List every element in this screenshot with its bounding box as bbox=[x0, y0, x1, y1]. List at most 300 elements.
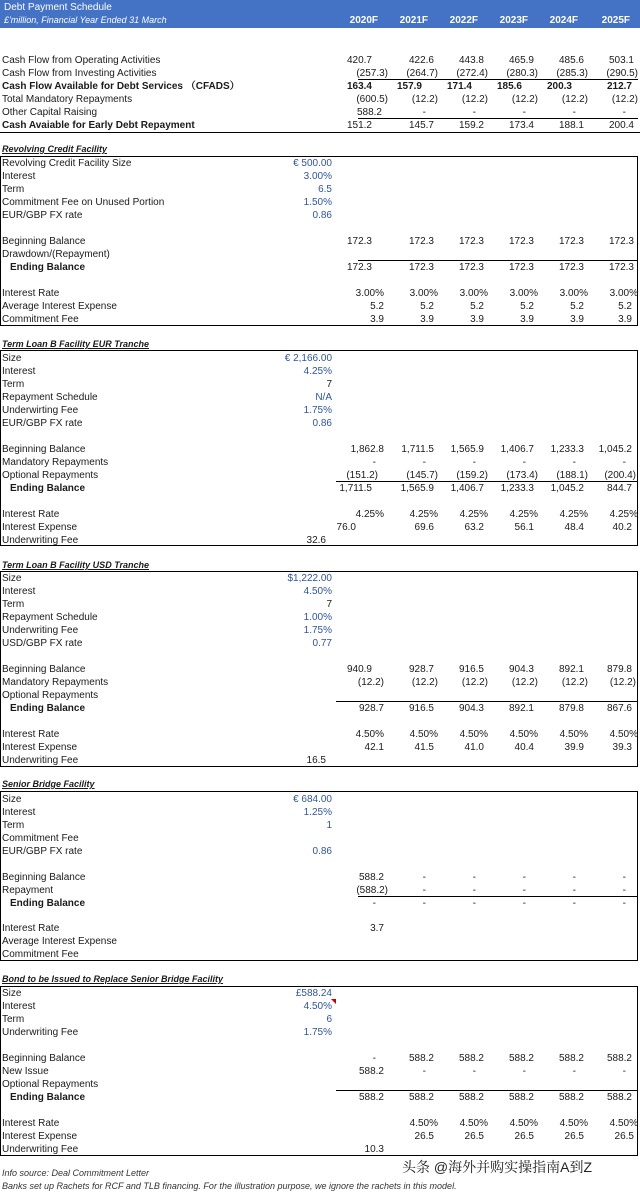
cell-value: 588.2 bbox=[558, 1053, 584, 1064]
cell-value: 40.4 bbox=[514, 742, 534, 753]
input-label: Interest bbox=[2, 366, 36, 377]
input-label: EUR/GBP FX rate bbox=[2, 418, 83, 429]
cell-value: - bbox=[622, 457, 626, 468]
input-label: Commitment Fee bbox=[2, 833, 79, 844]
row-label: Mandatory Repayments bbox=[2, 677, 109, 688]
input-row bbox=[0, 598, 640, 611]
input-value: 1.75% bbox=[303, 625, 332, 636]
input-row bbox=[0, 1026, 640, 1039]
input-value: 6.5 bbox=[318, 184, 332, 195]
cell-value: (12.2) bbox=[411, 94, 438, 105]
cell-value: 1,406.7 bbox=[450, 483, 484, 494]
table-row bbox=[0, 948, 640, 961]
input-row bbox=[0, 157, 640, 170]
input-value: £588.24 bbox=[295, 988, 332, 999]
cell-value: 588.2 bbox=[606, 1053, 632, 1064]
cell-value: 172.3 bbox=[608, 236, 634, 247]
cell-value: - bbox=[522, 1066, 526, 1077]
section-title: Senior Bridge Facility bbox=[2, 779, 95, 789]
cell-value: 3.9 bbox=[370, 314, 384, 325]
cell-value: (200.4) bbox=[604, 470, 636, 481]
row-label: Commitment Fee bbox=[2, 314, 79, 325]
row-label: Average Interest Expense bbox=[2, 936, 117, 947]
cell-value: 916.5 bbox=[458, 664, 484, 675]
cell-value: 3.00% bbox=[509, 288, 538, 299]
cell-value: 4.25% bbox=[609, 509, 638, 520]
cell-value: 1,711.5 bbox=[339, 483, 372, 494]
input-value: 0.77 bbox=[312, 638, 332, 649]
cell-value: 5.2 bbox=[570, 301, 584, 312]
input-value: 6 bbox=[326, 1014, 332, 1025]
cell-value: (12.2) bbox=[461, 94, 488, 105]
table-row bbox=[0, 1091, 640, 1104]
cell-value: 188.1 bbox=[558, 120, 584, 131]
input-row bbox=[0, 832, 640, 845]
row-label: Interest Rate bbox=[2, 923, 60, 934]
input-row bbox=[0, 585, 640, 598]
cell-value: - bbox=[472, 1066, 476, 1077]
cell-value: (588.2) bbox=[356, 885, 388, 896]
cell-value: 465.9 bbox=[508, 55, 534, 66]
table-row bbox=[0, 1052, 640, 1065]
cell-value: 5.2 bbox=[470, 301, 484, 312]
table-row bbox=[0, 443, 640, 456]
schedule-header bbox=[0, 0, 640, 28]
table-row bbox=[0, 235, 640, 248]
cell-value: (188.1) bbox=[556, 470, 588, 481]
cell-value: 928.7 bbox=[358, 703, 384, 714]
cell-value: 588.2 bbox=[508, 1053, 534, 1064]
year-header: 2024F bbox=[549, 15, 578, 26]
cell-value: 588.2 bbox=[558, 1092, 584, 1103]
row-label: Cash Flow Available for Debt Services （CFADS） bbox=[2, 81, 240, 92]
row-label: Ending Balance bbox=[10, 262, 86, 273]
cell-value: 3.7 bbox=[370, 923, 384, 934]
cell-value: 4.50% bbox=[409, 1118, 438, 1129]
cell-value: 48.4 bbox=[564, 522, 584, 533]
cell-value: 212.7 bbox=[606, 81, 632, 92]
cell-value: 185.6 bbox=[496, 81, 522, 92]
cell-value: (12.2) bbox=[511, 677, 538, 688]
input-label: Revolving Credit Facility Size bbox=[2, 158, 132, 169]
input-value: 1.75% bbox=[303, 405, 332, 416]
input-label: Term bbox=[2, 184, 25, 195]
cell-value: 3.9 bbox=[470, 314, 484, 325]
cell-value: 41.5 bbox=[414, 742, 434, 753]
row-label: Beginning Balance bbox=[2, 444, 86, 455]
input-label: Repayment Schedule bbox=[2, 612, 98, 623]
input-value: N/A bbox=[315, 392, 332, 403]
cell-value: 163.4 bbox=[346, 81, 372, 92]
cell-value: 420.7 bbox=[346, 55, 372, 66]
input-label: Repayment Schedule bbox=[2, 392, 98, 403]
input-value: 0.86 bbox=[312, 846, 332, 857]
input-row bbox=[0, 572, 640, 585]
row-label: Interest Expense bbox=[2, 1131, 78, 1142]
table-row bbox=[0, 534, 640, 547]
input-row bbox=[0, 845, 640, 858]
input-row bbox=[0, 196, 640, 209]
cell-value: 1,406.7 bbox=[500, 444, 534, 455]
input-label: Underwriting Fee bbox=[2, 1027, 79, 1038]
cell-value: - bbox=[522, 885, 526, 896]
cell-value: (12.2) bbox=[511, 94, 538, 105]
footnote: Banks set up Rachets for RCF and TLB financing. For the illustration purpose, we ignore the rachets in this model. bbox=[2, 1181, 457, 1191]
input-value: 1.25% bbox=[303, 807, 332, 818]
cell-value: 588.2 bbox=[358, 1092, 384, 1103]
cell-value: (257.3) bbox=[356, 68, 388, 79]
input-label: Term bbox=[2, 1014, 25, 1025]
cell-value: 588.2 bbox=[358, 872, 384, 883]
cell-value: 3.00% bbox=[409, 288, 438, 299]
input-label: Interest bbox=[2, 586, 36, 597]
cell-value: (285.3) bbox=[556, 68, 588, 79]
input-label: EUR/GBP FX rate bbox=[2, 846, 83, 857]
cell-value: 844.7 bbox=[606, 483, 632, 494]
cell-value: 3.9 bbox=[618, 314, 632, 325]
year-header: 2020F bbox=[349, 15, 378, 26]
cell-value: (264.7) bbox=[406, 68, 438, 79]
cell-value: 588.2 bbox=[606, 1092, 632, 1103]
cell-value: 879.8 bbox=[558, 703, 584, 714]
cell-value: 157.9 bbox=[396, 81, 422, 92]
input-label: Interest bbox=[2, 807, 36, 818]
cell-value: 4.50% bbox=[409, 729, 438, 740]
cell-value: - bbox=[472, 107, 476, 118]
row-label: Underwriting Fee bbox=[2, 535, 79, 546]
table-row bbox=[0, 1117, 640, 1130]
cell-value: 4.25% bbox=[409, 509, 438, 520]
section-title: Term Loan B Facility USD Tranche bbox=[2, 560, 150, 570]
comment-flag-icon bbox=[331, 999, 336, 1004]
cell-value: - bbox=[372, 457, 376, 468]
row-label: Ending Balance bbox=[10, 1092, 86, 1103]
cell-value: (12.2) bbox=[561, 94, 588, 105]
cell-value: 879.8 bbox=[606, 664, 632, 675]
row-label: Optional Repayments bbox=[2, 690, 99, 701]
input-value: 4.25% bbox=[303, 366, 332, 377]
cell-value: 588.2 bbox=[408, 1053, 434, 1064]
watermark: 头条 @海外并购实操指南A到Z bbox=[402, 1159, 592, 1175]
cell-value: - bbox=[372, 898, 376, 909]
input-row bbox=[0, 637, 640, 650]
cell-value: - bbox=[372, 1053, 376, 1064]
table-row bbox=[0, 456, 640, 469]
cell-value: - bbox=[572, 872, 576, 883]
cell-value: 5.2 bbox=[520, 301, 534, 312]
cell-value: 4.25% bbox=[355, 509, 384, 520]
cell-value: 940.9 bbox=[346, 664, 372, 675]
cell-value: (145.7) bbox=[406, 470, 438, 481]
cell-value: 172.3 bbox=[408, 262, 434, 273]
input-value: 4.50% bbox=[303, 586, 332, 597]
cell-value: 904.3 bbox=[458, 703, 484, 714]
cell-value: - bbox=[572, 885, 576, 896]
input-value: 7 bbox=[326, 599, 332, 610]
input-value: € 684.00 bbox=[293, 794, 332, 805]
table-row bbox=[0, 676, 640, 689]
cell-value: 588.2 bbox=[508, 1092, 534, 1103]
table-row bbox=[0, 1130, 640, 1143]
cell-value: - bbox=[422, 872, 426, 883]
cell-value: 916.5 bbox=[408, 703, 434, 714]
cell-value: (159.2) bbox=[456, 470, 488, 481]
table-row bbox=[0, 313, 640, 326]
schedule-title: Debt Payment Schedule bbox=[4, 2, 112, 13]
cell-value: (12.2) bbox=[611, 94, 638, 105]
cell-value: 26.5 bbox=[514, 1131, 534, 1142]
cell-value: (290.5) bbox=[606, 68, 638, 79]
input-label: Interest bbox=[2, 171, 36, 182]
cell-value: 56.1 bbox=[514, 522, 534, 533]
input-value: 1 bbox=[326, 820, 332, 831]
cell-value: - bbox=[572, 107, 576, 118]
cell-value: 172.3 bbox=[458, 236, 484, 247]
cell-value: 172.3 bbox=[408, 236, 434, 247]
row-label: Cash Flow from Operating Activities bbox=[2, 55, 161, 66]
cell-value: (12.2) bbox=[609, 677, 636, 688]
row-label: Interest Expense bbox=[2, 522, 78, 533]
cell-value: 4.50% bbox=[559, 1118, 588, 1129]
section-title: Revolving Credit Facility bbox=[2, 144, 108, 154]
table-row bbox=[0, 119, 640, 132]
table-row bbox=[0, 80, 640, 93]
cell-value: 443.8 bbox=[458, 55, 484, 66]
row-label: Interest Rate bbox=[2, 509, 60, 520]
input-label: Term bbox=[2, 379, 25, 390]
row-label: Mandatory Repayments bbox=[2, 457, 109, 468]
cell-value: - bbox=[422, 107, 426, 118]
cell-value: (12.2) bbox=[411, 677, 438, 688]
cell-value: 171.4 bbox=[446, 81, 472, 92]
input-row bbox=[0, 1013, 640, 1026]
cell-value: 1,565.9 bbox=[450, 444, 484, 455]
cell-value: 4.50% bbox=[609, 729, 638, 740]
cell-value: 69.6 bbox=[414, 522, 434, 533]
table-row bbox=[0, 300, 640, 313]
cell-value: 200.3 bbox=[546, 81, 572, 92]
cell-value: 172.3 bbox=[508, 262, 534, 273]
cell-value: 4.50% bbox=[609, 1118, 638, 1129]
section-title: Bond to be Issued to Replace Senior Bridge Facility bbox=[2, 974, 224, 984]
cell-value: - bbox=[622, 885, 626, 896]
cell-value: 5.2 bbox=[370, 301, 384, 312]
cell-value: - bbox=[622, 1066, 626, 1077]
input-label: Size bbox=[2, 988, 22, 999]
cell-value: (280.3) bbox=[506, 68, 538, 79]
row-label: Total Mandatory Repayments bbox=[2, 94, 133, 105]
input-value: € 500.00 bbox=[293, 158, 332, 169]
table-row bbox=[0, 702, 640, 715]
cell-value: - bbox=[422, 1066, 426, 1077]
table-row bbox=[0, 1143, 640, 1156]
input-row bbox=[0, 352, 640, 365]
cell-value: (173.4) bbox=[506, 470, 538, 481]
cell-value: 4.50% bbox=[459, 729, 488, 740]
cell-value: 172.3 bbox=[558, 236, 584, 247]
row-label: Optional Repayments bbox=[2, 470, 99, 481]
year-header: 2023F bbox=[499, 15, 528, 26]
input-row bbox=[0, 793, 640, 806]
cell-value: 3.00% bbox=[355, 288, 384, 299]
cell-value: - bbox=[472, 885, 476, 896]
cell-value: 588.2 bbox=[356, 107, 382, 118]
cell-value: 1,045.2 bbox=[550, 483, 584, 494]
cell-value: 3.9 bbox=[520, 314, 534, 325]
cell-value: 588.2 bbox=[458, 1053, 484, 1064]
cell-value: 892.1 bbox=[508, 703, 534, 714]
cell-value: - bbox=[472, 457, 476, 468]
cell-value: 173.4 bbox=[508, 120, 534, 131]
row-label: Interest Rate bbox=[2, 288, 60, 299]
row-label: Underwriting Fee bbox=[2, 755, 79, 766]
cell-value: 172.3 bbox=[608, 262, 634, 273]
row-label: Interest Expense bbox=[2, 742, 78, 753]
cell-value: - bbox=[422, 885, 426, 896]
source-note: Info source: Deal Commitment Letter bbox=[2, 1168, 150, 1178]
cell-value: - bbox=[622, 898, 626, 909]
year-header: 2021F bbox=[399, 15, 428, 26]
cell-value: 39.3 bbox=[612, 742, 632, 753]
table-row bbox=[0, 754, 640, 767]
cell-value: 4.50% bbox=[559, 729, 588, 740]
input-row bbox=[0, 987, 640, 1000]
input-label: Size bbox=[2, 573, 22, 584]
input-value: 0.86 bbox=[312, 210, 332, 221]
cell-value: (600.5) bbox=[356, 94, 388, 105]
cell-value: 1,233.3 bbox=[500, 483, 534, 494]
table-row bbox=[0, 261, 640, 274]
table-row bbox=[0, 287, 640, 300]
input-value: 1.50% bbox=[303, 197, 332, 208]
input-label: Interest bbox=[2, 1001, 36, 1012]
divider bbox=[0, 132, 640, 133]
input-value: $1,222.00 bbox=[287, 573, 332, 584]
input-row bbox=[0, 209, 640, 222]
input-label: Underwirting Fee bbox=[2, 405, 79, 416]
table-row bbox=[0, 935, 640, 948]
schedule-subtitle: £'million, Financial Year Ended 31 March bbox=[4, 15, 167, 25]
cell-value: 4.25% bbox=[459, 509, 488, 520]
cell-value: 40.2 bbox=[612, 522, 632, 533]
cell-value: - bbox=[422, 457, 426, 468]
cell-value: - bbox=[522, 898, 526, 909]
row-label: Other Capital Raising bbox=[2, 107, 98, 118]
cell-value: - bbox=[522, 457, 526, 468]
row-label: Ending Balance bbox=[10, 898, 86, 909]
input-row bbox=[0, 391, 640, 404]
input-value: 4.50% bbox=[303, 1001, 332, 1012]
cell-value: 4.25% bbox=[559, 509, 588, 520]
row-label: Beginning Balance bbox=[2, 1053, 86, 1064]
table-row bbox=[0, 871, 640, 884]
cell-value: 145.7 bbox=[408, 120, 434, 131]
cell-value: 928.7 bbox=[408, 664, 434, 675]
row-label: Beginning Balance bbox=[2, 664, 86, 675]
input-label: Term bbox=[2, 820, 25, 831]
row-label: Beginning Balance bbox=[2, 872, 86, 883]
row-label: Ending Balance bbox=[10, 483, 86, 494]
cell-value: - bbox=[472, 898, 476, 909]
input-label: EUR/GBP FX rate bbox=[2, 210, 83, 221]
cell-value: 26.5 bbox=[614, 1131, 634, 1142]
cell-value: (12.2) bbox=[461, 677, 488, 688]
input-row bbox=[0, 404, 640, 417]
cell-value: 892.1 bbox=[558, 664, 584, 675]
input-label: Size bbox=[2, 794, 22, 805]
cell-value: 200.4 bbox=[608, 120, 634, 131]
cell-value: 3.00% bbox=[559, 288, 588, 299]
cell-value: 867.6 bbox=[606, 703, 632, 714]
table-row bbox=[0, 482, 640, 495]
cell-value: 3.00% bbox=[459, 288, 488, 299]
cell-value: 172.3 bbox=[458, 262, 484, 273]
cell-value: - bbox=[622, 872, 626, 883]
cell-value: - bbox=[472, 872, 476, 883]
table-row bbox=[0, 728, 640, 741]
input-label: Underwriting Fee bbox=[2, 625, 79, 636]
cell-value: 172.3 bbox=[346, 262, 372, 273]
input-row bbox=[0, 183, 640, 196]
cell-value: 26.5 bbox=[414, 1131, 434, 1142]
row-label: Beginning Balance bbox=[2, 236, 86, 247]
cell-value: 159.2 bbox=[458, 120, 484, 131]
cell-value: 5.2 bbox=[420, 301, 434, 312]
cell-value: 4.50% bbox=[459, 1118, 488, 1129]
table-row bbox=[0, 741, 640, 754]
table-row bbox=[0, 54, 640, 67]
cell-value: 588.2 bbox=[358, 1066, 384, 1077]
input-row bbox=[0, 624, 640, 637]
cell-value: - bbox=[622, 107, 626, 118]
cell-value: 26.5 bbox=[564, 1131, 584, 1142]
table-row bbox=[0, 663, 640, 676]
row-label: Underwriting Fee bbox=[2, 1144, 79, 1155]
cell-value: 5.2 bbox=[618, 301, 632, 312]
cell-value: 32.6 bbox=[306, 535, 326, 546]
cell-value: 4.50% bbox=[355, 729, 384, 740]
input-row bbox=[0, 417, 640, 430]
input-row bbox=[0, 378, 640, 391]
section-title: Term Loan B Facility EUR Tranche bbox=[2, 339, 150, 349]
cell-value: 151.2 bbox=[346, 120, 372, 131]
table-row bbox=[0, 1065, 640, 1078]
input-value: 0.86 bbox=[312, 418, 332, 429]
input-row bbox=[0, 170, 640, 183]
year-header: 2022F bbox=[449, 15, 478, 26]
cell-value: (12.2) bbox=[357, 677, 384, 688]
input-row bbox=[0, 806, 640, 819]
cell-value: - bbox=[572, 457, 576, 468]
cell-value: 3.00% bbox=[609, 288, 638, 299]
cell-value: (151.2) bbox=[346, 470, 378, 481]
row-label: Interest Rate bbox=[2, 729, 60, 740]
cell-value: 1,565.9 bbox=[400, 483, 434, 494]
cell-value: 172.3 bbox=[508, 236, 534, 247]
cell-value: 4.50% bbox=[509, 1118, 538, 1129]
input-value: 7 bbox=[326, 379, 332, 390]
cell-value: 1,045.2 bbox=[598, 444, 632, 455]
row-label: Cash Flow from Investing Activities bbox=[2, 68, 157, 79]
cell-value: 26.5 bbox=[464, 1131, 484, 1142]
cell-value: 16.5 bbox=[306, 755, 326, 766]
input-row bbox=[0, 1000, 640, 1013]
input-label: Commitment Fee on Unused Portion bbox=[2, 197, 165, 208]
input-label: Term bbox=[2, 599, 25, 610]
row-label: Interest Rate bbox=[2, 1118, 60, 1129]
cell-value: 485.6 bbox=[558, 55, 584, 66]
cell-value: 422.6 bbox=[408, 55, 434, 66]
